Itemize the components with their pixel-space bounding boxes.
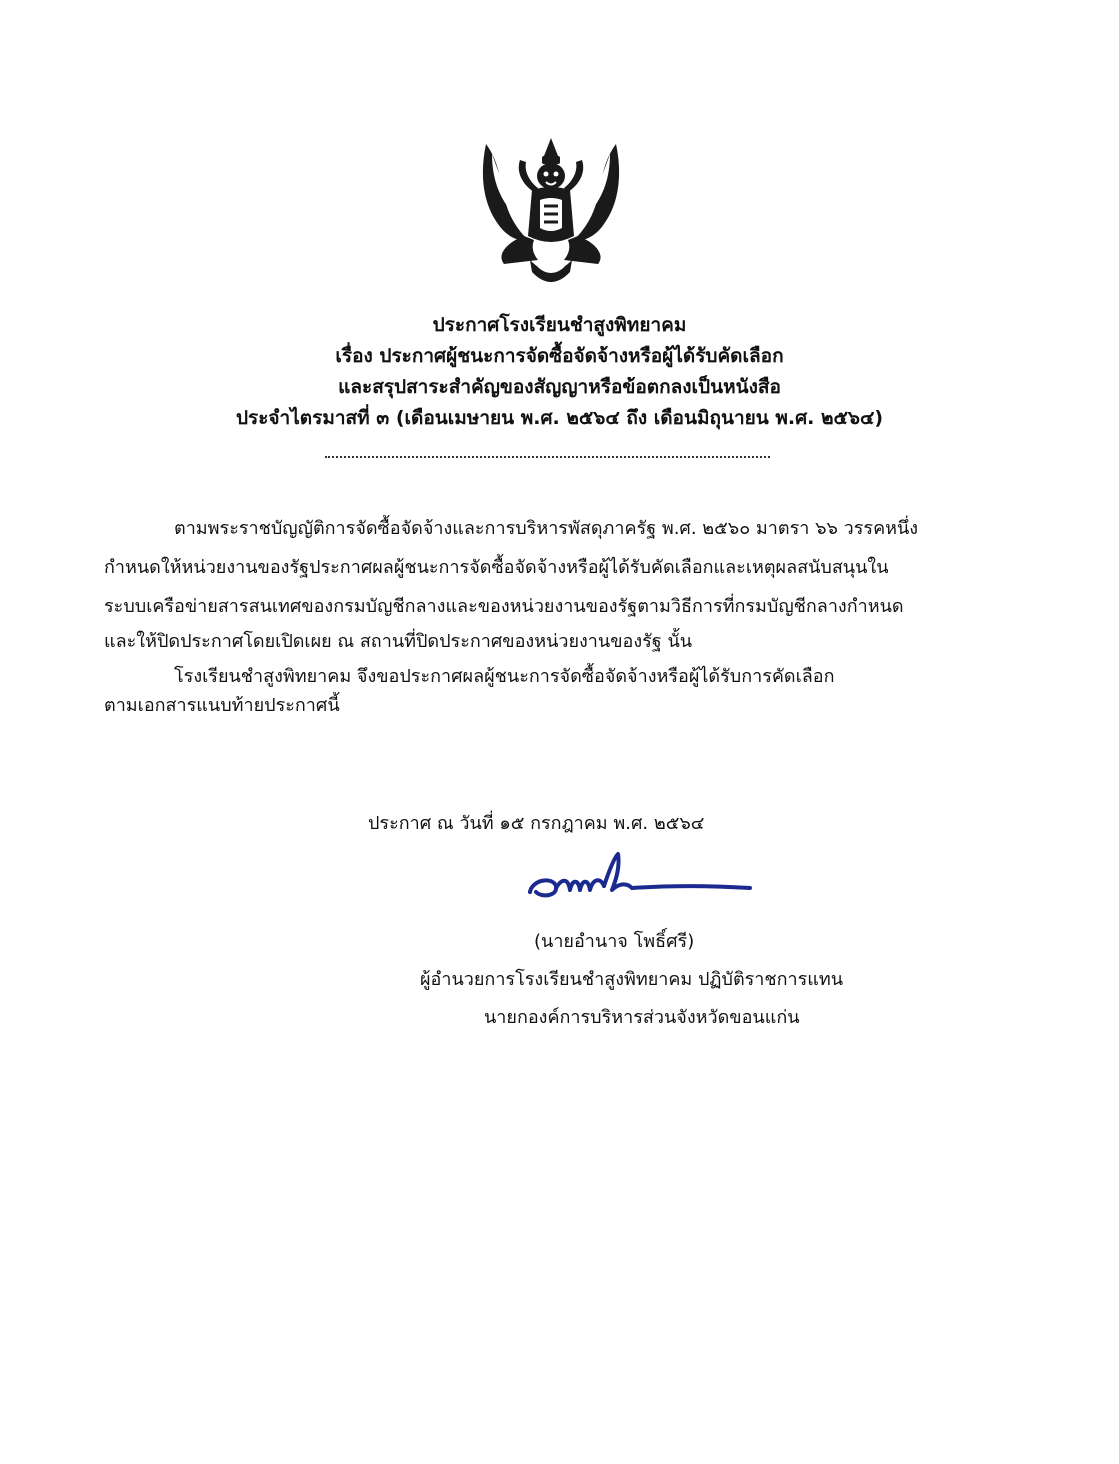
signer-name: (นายอำนาจ โพธิ์ศรี) (534, 931, 695, 952)
title-issuer: ประกาศโรงเรียนชำสูงพิทยาคม (432, 314, 687, 336)
signer-position: ผู้อำนวยการโรงเรียนชำสูงพิทยาคม ปฏิบัติราชการแทน (420, 969, 844, 990)
garuda-emblem-icon (478, 132, 624, 290)
handwritten-signature (522, 852, 757, 914)
body-line: และให้ปิดประกาศโดยเปิดเผย ณ สถานที่ปิดประกาศของหน่วยงานของรัฐ นั้น (104, 631, 693, 652)
body-line: ตามเอกสารแนบท้ายประกาศนี้ (104, 695, 340, 716)
signer-authority: นายกองค์การบริหารส่วนจังหวัดขอนแก่น (484, 1007, 800, 1028)
dotted-divider (325, 456, 770, 458)
announcement-date: ประกาศ ณ วันที่ ๑๕ กรกฎาคม พ.ศ. ๒๕๖๔ (368, 813, 705, 834)
body-line: ระบบเครือข่ายสารสนเทศของกรมบัญชีกลางและของหน่วยงานของรัฐตามวิธีการที่กรมบัญชีกลางกำหนด (104, 596, 904, 617)
announcement-title (0, 310, 1119, 434)
body-line: โรงเรียนชำสูงพิทยาคม จึงขอประกาศผลผู้ชนะการจัดซื้อจัดจ้างหรือผู้ได้รับการคัดเลือก (174, 666, 835, 687)
title-subject-cont: และสรุปสาระสำคัญของสัญญาหรือข้อตกลงเป็นหนังสือ (338, 376, 781, 398)
body-line: ตามพระราชบัญญัติการจัดซื้อจัดจ้างและการบริหารพัสดุภาครัฐ พ.ศ. ๒๕๖๐ มาตรา ๖๖ วรรคหนึ่ง (174, 518, 919, 539)
body-line: กำหนดให้หน่วยงานของรัฐประกาศผลผู้ชนะการจัดซื้อจัดจ้างหรือผู้ได้รับคัดเลือกและเหตุผลสนับสนุนใน (104, 557, 889, 578)
title-period: ประจำไตรมาสที่ ๓ (เดือนเมษายน พ.ศ. ๒๕๖๔ ถึง เดือนมิถุนายน พ.ศ. ๒๕๖๔) (235, 407, 884, 429)
title-subject: เรื่อง ประกาศผู้ชนะการจัดซื้อจัดจ้างหรือผู้ได้รับคัดเลือก (335, 345, 784, 367)
